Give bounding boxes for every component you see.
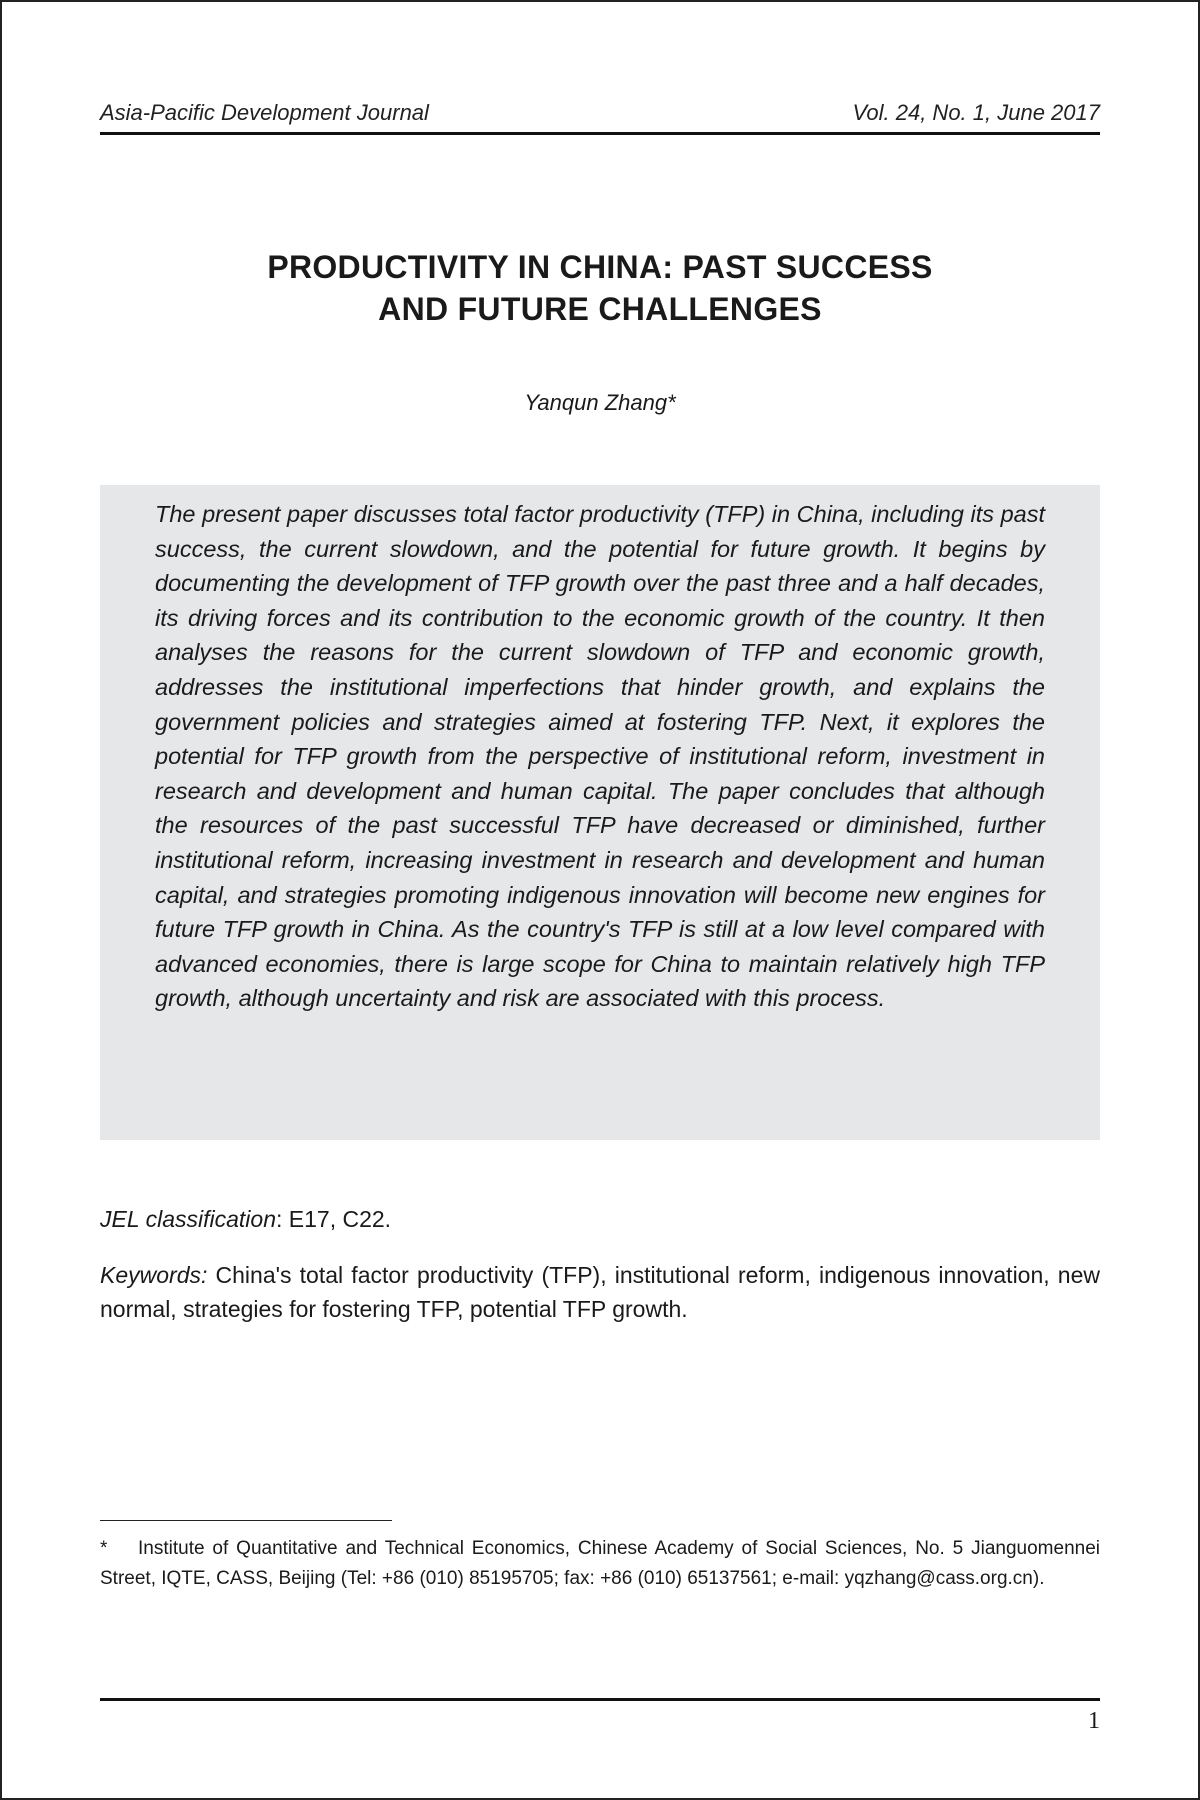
author-name: Yanqun Zhang* (524, 390, 676, 415)
journal-name: Asia-Pacific Development Journal (100, 100, 429, 125)
footnote-mark: * (100, 1538, 108, 1559)
footnote-text: Institute of Quantitative and Technical Economics, Chinese Academy of Social Sciences, No. 5 Jianguomennei Street, IQTE, CASS, Beijing (Tel: +86 (010) 85195705; fax: +86 (010) 65137561; e-mail: yqzhang@cass.org.cn). (100, 1538, 1100, 1589)
title-line-2: AND FUTURE CHALLENGES (378, 291, 822, 327)
keywords (100, 1258, 1100, 1326)
footnote-divider (100, 1520, 392, 1521)
abstract-text: The present paper discusses total factor productivity (TFP) in China, including its past success, the current slowdown, and the potential for future growth. It begins by documenting the development of TFP growth over the past three and a half decades, its driving forces and its contribution to the economic growth of the country. It then analyses the reasons for the current slowdown of TFP and economic growth, addresses the institutional imperfections that hinder growth, and explains the government policies and strategies aimed at fostering TFP. Next, it explores the potential for TFP growth from the perspective of institutional reform, investment in research and development and human capital. The paper concludes that although the resources of the past successful TFP have decreased or diminished, further institutional reform, increasing investment in research and development and human capital, and strategies promoting indigenous innovation will become new engines for future TFP growth in China. As the country's TFP is still at a low level compared with advanced economies, there is large scope for China to maintain relatively high TFP growth, although uncertainty and risk are associated with this process. (155, 501, 1045, 1012)
article-title (100, 246, 1100, 330)
jel-label: JEL classification (100, 1206, 276, 1232)
footer-rule (100, 1698, 1100, 1701)
jel-classification (100, 1202, 1100, 1236)
running-header (100, 100, 1100, 135)
jel-value: : E17, C22. (276, 1206, 392, 1232)
page-number: 1 (1088, 1708, 1100, 1734)
title-line-1: PRODUCTIVITY IN CHINA: PAST SUCCESS (267, 249, 933, 285)
keywords-label: Keywords: (100, 1262, 208, 1288)
abstract-box (100, 485, 1100, 1140)
footnote (100, 1534, 1100, 1594)
keywords-value: China's total factor productivity (TFP), institutional reform, indigenous innovation, new normal, strategies for fostering TFP, potential TFP growth. (100, 1262, 1100, 1322)
issue-info: Vol. 24, No. 1, June 2017 (852, 100, 1100, 125)
